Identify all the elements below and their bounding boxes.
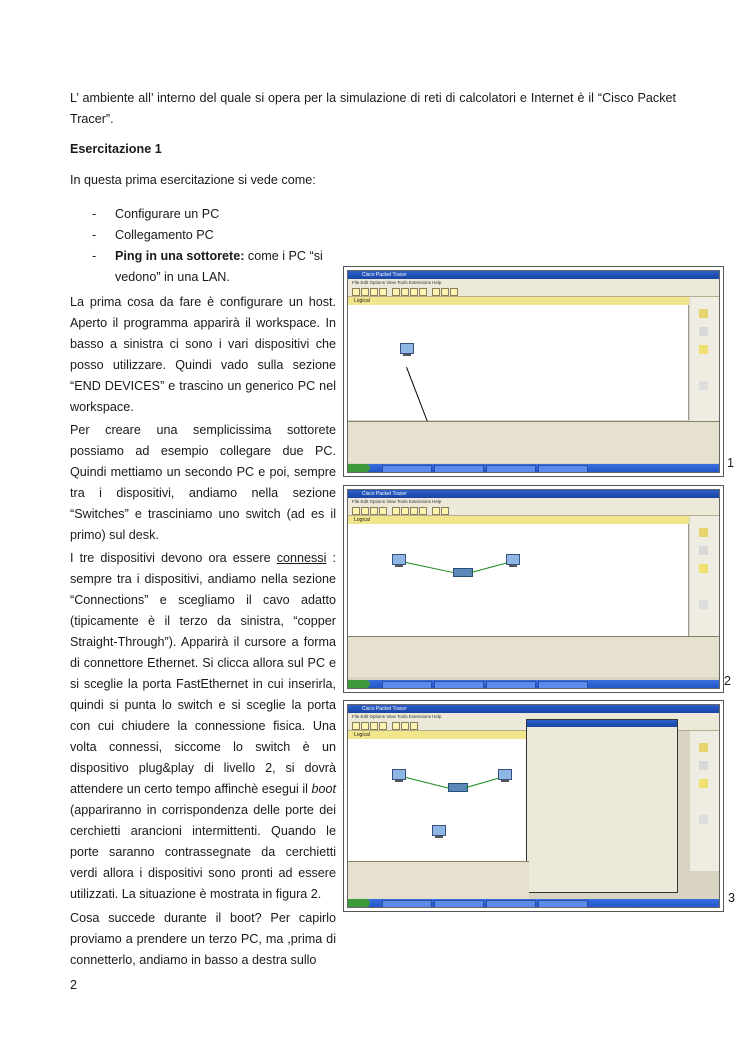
pc-icon[interactable] xyxy=(432,825,446,836)
pc-icon[interactable] xyxy=(400,343,414,354)
figure-number: 1 xyxy=(727,456,735,470)
lead-sentence: In questa prima esercitazione si vede come: xyxy=(70,173,316,187)
switch-icon[interactable] xyxy=(453,568,473,577)
figure-number: 3 xyxy=(728,891,736,905)
tab-logical[interactable]: Logical xyxy=(348,516,689,525)
workspace[interactable] xyxy=(348,739,529,861)
device-panel[interactable] xyxy=(348,861,529,899)
figure-1-screenshot: Cisco Packet Tracer File Edit Options View Tools Extensions Help Logical xyxy=(343,266,724,477)
paragraph-connections: I tre dispositivi devono ora essere connessi : sempre tra i dispositivi, andiamo nella sezione “Connections” e scegliamo il cavo adatto (tipicamente è il terzo da sinistra, “copper Straight-Through”). Apparirà il cursore a forma di connettore Ethernet. Si clicca allora sul PC e si sceglie la porta FastEthernet in cui inserirla, quindi si punta lo switch e si sceglie la porta con cui chiudere la connessione fisica. Una volta connessi, siccome lo switch è un dispositivo plug&play di livello 2, si dovrà attendere un certo tempo affinchè esegui il boot (appariranno in corrispondenza delle porte dei cerchietti arancioni intermittenti. Quando le porte saranno contrassegnate da cerchietti verdi allora i dispositivi sono pronti ad essere utilizzati. La situazione è mostrata in figura 2. xyxy=(70,551,337,901)
tab-logical[interactable]: Logical xyxy=(348,297,689,306)
list-item: - Collegamento PC xyxy=(92,228,214,242)
page-number: 2 xyxy=(70,978,78,992)
workspace[interactable] xyxy=(348,524,689,636)
workspace[interactable] xyxy=(348,305,689,420)
device-panel[interactable] xyxy=(348,421,719,463)
switch-icon[interactable] xyxy=(448,783,468,792)
paragraph-subnet: Per creare una semplicissima sottorete possiamo ad esempio collegare due PC. Quindi mettiamo un secondo PC e poi, sempre tra i dispositivi, andiamo nella sezione “Switches” e trasciniamo uno switch (ad es il primo) sul desk. xyxy=(70,423,336,542)
pc-icon[interactable] xyxy=(392,769,406,780)
tab-logical[interactable]: Logical xyxy=(348,731,529,740)
paragraph-boot: Cosa succede durante il boot? Per capirlo proviamo a prendere un terzo PC, ma ,prima di connetterlo, andiamo in basso a destra sullo xyxy=(70,911,336,967)
paragraph-configure-host: La prima cosa da fare è configurare un host. Aperto il programma apparirà il workspace. In basso a sinistra ci sono i vari dispositivi che posso utilizzare. Quindi vado sulla sezione “END DEVICES” e trascino un generico PC nel workspace. xyxy=(70,295,336,414)
list-item: - Ping in una sottorete: come i PC “si vedono” in una LAN. xyxy=(92,249,323,284)
figure-3-screenshot: Cisco Packet Tracer File Edit Options View Tools Extensions Help Logical xyxy=(343,700,724,912)
pc-icon[interactable] xyxy=(392,554,406,565)
bullet-list xyxy=(92,204,342,288)
pc-icon[interactable] xyxy=(506,554,520,565)
figure-2-screenshot: Cisco Packet Tracer File Edit Options View Tools Extensions Help Logical xyxy=(343,485,724,693)
intro-paragraph: L’ ambiente all’ interno del quale si opera per la simulazione di reti di calcolatori e Internet è il “Cisco Packet Tracer”. xyxy=(70,91,676,126)
list-item: - Configurare un PC xyxy=(92,207,220,221)
device-panel[interactable] xyxy=(348,636,719,677)
pc-icon[interactable] xyxy=(498,769,512,780)
figure-number: 2 xyxy=(724,674,732,688)
simulation-panel[interactable] xyxy=(526,719,678,893)
section-heading: Esercitazione 1 xyxy=(70,142,162,156)
